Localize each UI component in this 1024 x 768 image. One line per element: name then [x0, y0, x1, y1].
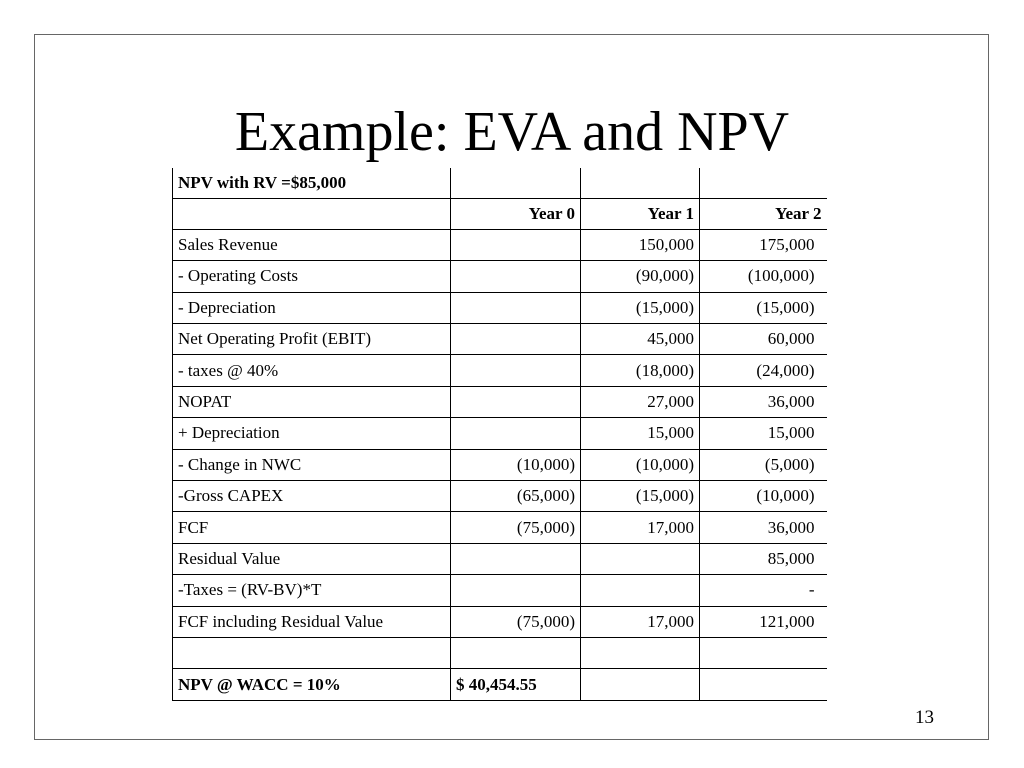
row-label: - taxes @ 40% [173, 355, 451, 386]
table-cell [581, 168, 700, 198]
year-2-value: 175,000 [700, 229, 827, 260]
npv-row [173, 669, 827, 700]
table-row [173, 418, 827, 449]
year-2-value: (10,000) [700, 481, 827, 512]
year-0-value [451, 292, 581, 323]
table-row [173, 606, 827, 637]
year-0-value [451, 637, 581, 668]
table-row [173, 355, 827, 386]
year-2-value: 36,000 [700, 512, 827, 543]
year-0-value [451, 355, 581, 386]
year-1-value: (18,000) [581, 355, 700, 386]
year-0-value: (75,000) [451, 606, 581, 637]
year-2-value: (100,000) [700, 261, 827, 292]
year-2-value: (24,000) [700, 355, 827, 386]
year-1-value: 45,000 [581, 324, 700, 355]
column-header [173, 198, 451, 229]
table-header-row [173, 198, 827, 229]
table-row [173, 261, 827, 292]
row-label: -Taxes = (RV-BV)*T [173, 575, 451, 606]
row-label: - Operating Costs [173, 261, 451, 292]
year-0-value [451, 543, 581, 574]
year-0-value [451, 575, 581, 606]
table-row [173, 292, 827, 323]
row-label: Sales Revenue [173, 229, 451, 260]
year-2-value: 15,000 [700, 418, 827, 449]
table-cell [700, 669, 827, 700]
year-2-value: 121,000 [700, 606, 827, 637]
row-label: - Change in NWC [173, 449, 451, 480]
table-row [173, 449, 827, 480]
year-0-value [451, 229, 581, 260]
year-1-value: 15,000 [581, 418, 700, 449]
year-1-value: (15,000) [581, 292, 700, 323]
column-header-year-0: Year 0 [451, 198, 581, 229]
table-cell [451, 168, 581, 198]
row-label: Net Operating Profit (EBIT) [173, 324, 451, 355]
npv-label: NPV @ WACC = 10% [173, 669, 451, 700]
table-title-row [173, 168, 827, 198]
column-header-year-2: Year 2 [700, 198, 827, 229]
year-0-value [451, 386, 581, 417]
table-row [173, 481, 827, 512]
table-row [173, 229, 827, 260]
row-label: Residual Value [173, 543, 451, 574]
column-header-year-1: Year 1 [581, 198, 700, 229]
table-row [173, 637, 827, 668]
table-title: NPV with RV =$85,000 [173, 168, 451, 198]
year-1-value [581, 575, 700, 606]
row-label: FCF including Residual Value [173, 606, 451, 637]
page-number: 13 [915, 707, 934, 728]
table-row [173, 543, 827, 574]
year-2-value: 36,000 [700, 386, 827, 417]
row-label: -Gross CAPEX [173, 481, 451, 512]
table-row [173, 386, 827, 417]
npv-value: $ 40,454.55 [451, 669, 581, 700]
year-0-value: (10,000) [451, 449, 581, 480]
table-cell [581, 669, 700, 700]
year-0-value [451, 324, 581, 355]
year-1-value: 27,000 [581, 386, 700, 417]
year-2-value: - [700, 575, 827, 606]
row-label [173, 637, 451, 668]
row-label: - Depreciation [173, 292, 451, 323]
year-0-value [451, 418, 581, 449]
year-1-value: 17,000 [581, 512, 700, 543]
year-1-value: 150,000 [581, 229, 700, 260]
year-2-value: (5,000) [700, 449, 827, 480]
year-1-value [581, 637, 700, 668]
table-row [173, 512, 827, 543]
year-1-value: (90,000) [581, 261, 700, 292]
table-cell [700, 168, 827, 198]
year-0-value [451, 261, 581, 292]
table-row [173, 324, 827, 355]
slide-title: Example: EVA and NPV [234, 101, 790, 163]
row-label: NOPAT [173, 386, 451, 417]
year-2-value: (15,000) [700, 292, 827, 323]
year-2-value: 60,000 [700, 324, 827, 355]
year-1-value: 17,000 [581, 606, 700, 637]
npv-table [172, 168, 827, 701]
year-0-value: (75,000) [451, 512, 581, 543]
row-label: FCF [173, 512, 451, 543]
year-0-value: (65,000) [451, 481, 581, 512]
table-row [173, 575, 827, 606]
year-2-value: 85,000 [700, 543, 827, 574]
year-1-value [581, 543, 700, 574]
year-1-value: (10,000) [581, 449, 700, 480]
row-label: + Depreciation [173, 418, 451, 449]
year-2-value [700, 637, 827, 668]
year-1-value: (15,000) [581, 481, 700, 512]
